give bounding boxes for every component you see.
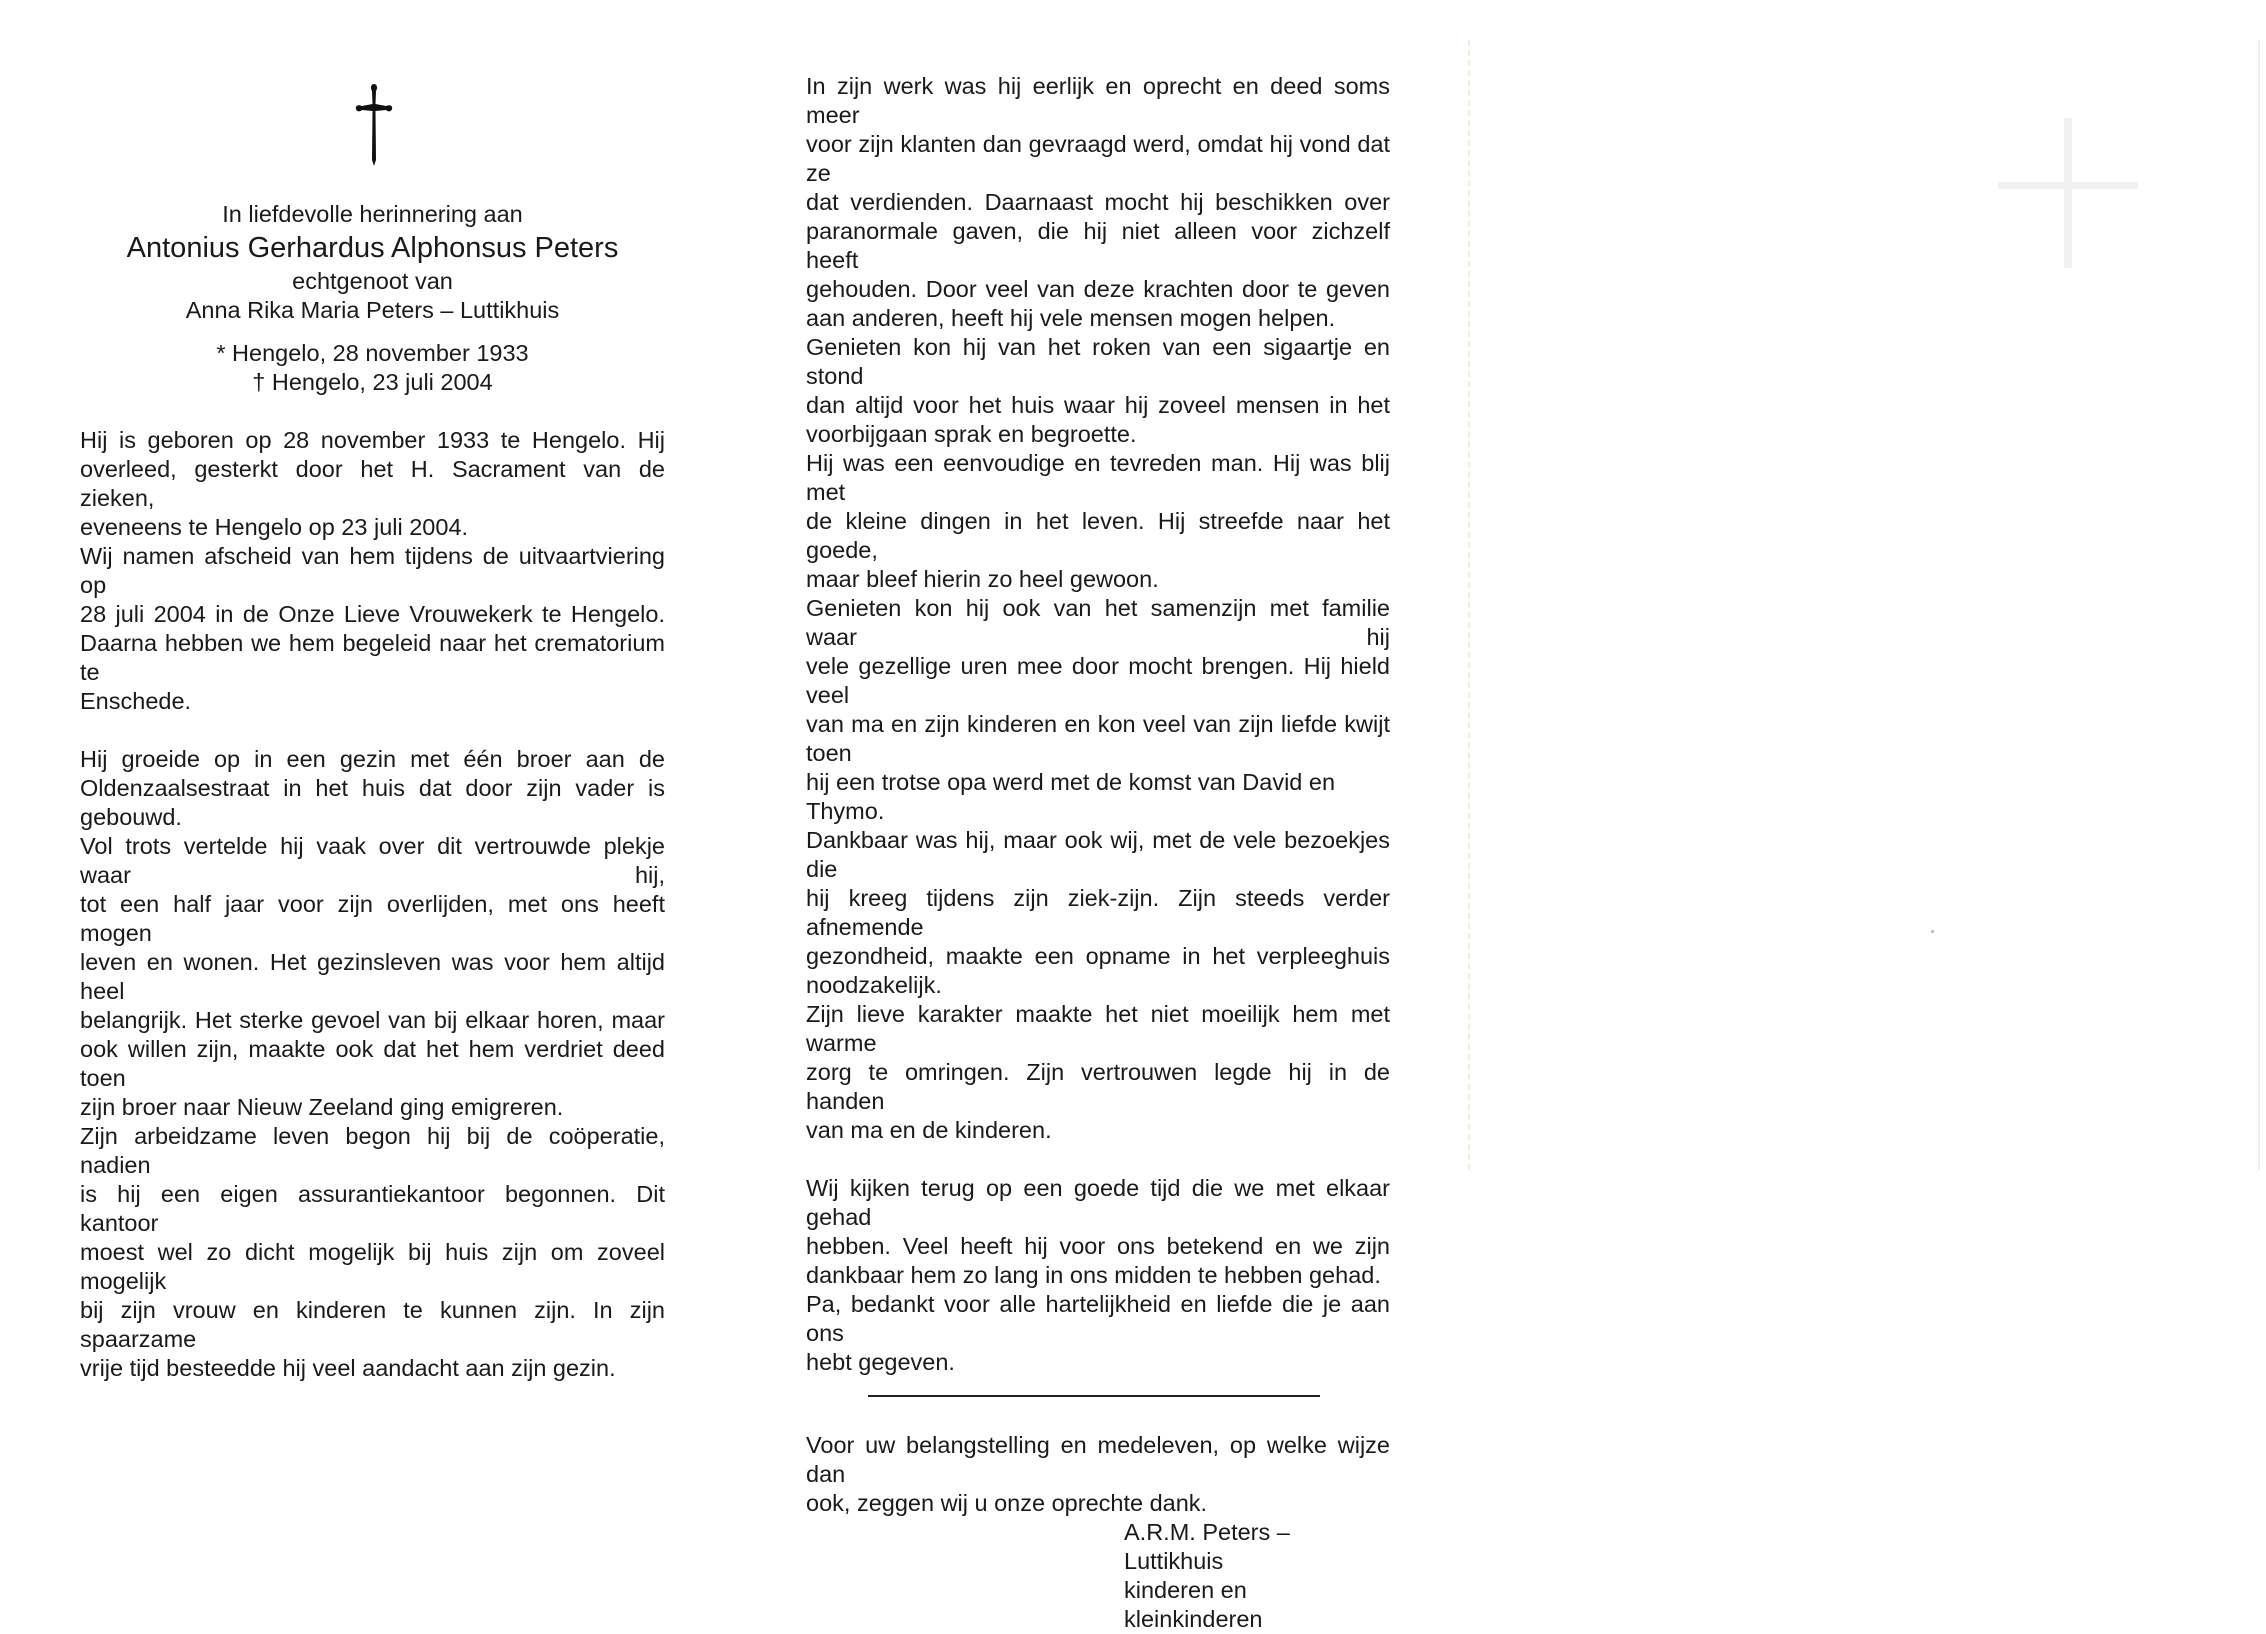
spouse-intro: echtgenoot van	[292, 268, 453, 294]
text-line: Hij was een eenvoudige en tevreden man. Hij was blij met	[806, 450, 1390, 505]
text-line: Zijn lieve karakter maakte het niet moeilijk hem met warme	[806, 1001, 1390, 1056]
paper-speck	[1931, 930, 1934, 933]
fold-edge	[1468, 40, 1470, 1170]
text-line: hij een trotse opa werd met de komst van David en Thymo.	[806, 769, 1336, 824]
text-line: ook willen zijn, maakte ook dat het hem verdriet deed toen	[80, 1036, 665, 1091]
text-line: 28 juli 2004 in de Onze Lieve Vrouwekerk te Hengelo.	[80, 601, 665, 627]
text-line: In zijn werk was hij eerlijk en oprecht en deed soms meer	[806, 73, 1390, 128]
text-line: van ma en zijn kinderen en kon veel van zijn liefde kwijt toen	[806, 711, 1390, 766]
text-line: Hij is geboren op 28 november 1933 te Hengelo. Hij	[80, 427, 665, 453]
text-line: leven en wonen. Het gezinsleven was voor hem altijd heel	[80, 949, 665, 1004]
text-line: eveneens te Hengelo op 23 juli 2004.	[80, 514, 469, 540]
text-line: hebt gegeven.	[806, 1349, 955, 1375]
cross-icon	[352, 80, 396, 166]
text-line: dan altijd voor het huis waar hij zoveel mensen in het	[806, 392, 1390, 418]
text-line: maar bleef hierin zo heel gewoon.	[806, 566, 1159, 592]
thanks-line: ook, zeggen wij u onze oprechte dank.	[806, 1490, 1208, 1516]
text-line: moest wel zo dicht mogelijk bij huis zijn om zoveel mogelijk	[80, 1239, 665, 1294]
text-line: Oldenzaalsestraat in het huis dat door zijn vader is gebouwd.	[80, 775, 665, 830]
text-line: Genieten kon hij ook van het samenzijn met familie waar hij	[806, 595, 1390, 650]
text-line: tot een half jaar voor zijn overlijden, met ons heeft mogen	[80, 891, 665, 946]
page-edge	[2258, 40, 2260, 1170]
text-line: paranormale gaven, die hij niet alleen voor zichzelf heeft	[806, 218, 1390, 273]
text-line: noodzakelijk.	[806, 972, 942, 998]
text-line: Daarna hebben we hem begeleid naar het crematorium te	[80, 630, 665, 685]
text-line: de kleine dingen in het leven. Hij streefde naar het goede,	[806, 508, 1390, 563]
text-line: Dankbaar was hij, maar ook wij, met de vele bezoekjes die	[806, 827, 1390, 882]
text-line: vrije tijd besteedde hij veel aandacht aan zijn gezin.	[80, 1355, 616, 1381]
text-line: voorbijgaan sprak en begroette.	[806, 421, 1137, 447]
text-line: Hij groeide op in een gezin met één broer aan de	[80, 746, 665, 772]
thanks-line: Voor uw belangstelling en medeleven, op welke wijze dan	[806, 1432, 1390, 1487]
separator-rule	[868, 1395, 1320, 1397]
text-line: aan anderen, heeft hij vele mensen mogen helpen.	[806, 305, 1336, 331]
text-line: hij kreeg tijdens zijn ziek-zijn. Zijn steeds verder afnemende	[806, 885, 1390, 940]
text-line: Vol trots vertelde hij vaak over dit vertrouwde plekje waar hij,	[80, 833, 665, 888]
signature-line: A.R.M. Peters – Luttikhuis	[1124, 1519, 1290, 1574]
text-line: zijn broer naar Nieuw Zeeland ging emigreren.	[80, 1094, 564, 1120]
text-line: Genieten kon hij van het roken van een sigaartje en stond	[806, 334, 1390, 389]
deceased-name: Antonius Gerhardus Alphonsus Peters	[126, 232, 619, 264]
memorial-intro: In liefdevolle herinnering aan	[222, 201, 523, 227]
card-back-page	[1468, 0, 2266, 1200]
text-line: Zijn arbeidzame leven begon hij bij de coöperatie, nadien	[80, 1123, 665, 1178]
text-line: vele gezellige uren mee door mocht brengen. Hij hield veel	[806, 653, 1390, 708]
text-line: Wij kijken terug op een goede tijd die we met elkaar gehad	[806, 1175, 1390, 1230]
text-line: dankbaar hem zo lang in ons midden te hebben gehad.	[806, 1262, 1381, 1288]
text-line: Pa, bedankt voor alle hartelijkheid en liefde die je aan ons	[806, 1291, 1390, 1346]
signature-line: kinderen en kleinkinderen	[1124, 1577, 1263, 1632]
text-line: dat verdienden. Daarnaast mocht hij beschikken over	[806, 189, 1390, 215]
right-text-column	[806, 72, 1390, 1634]
birth-line: * Hengelo, 28 november 1933	[216, 340, 529, 366]
text-line: Wij namen afscheid van hem tijdens de uitvaartviering op	[80, 543, 665, 598]
text-line: zorg te omringen. Zijn vertrouwen legde hij in de handen	[806, 1059, 1390, 1114]
text-line: gehouden. Door veel van deze krachten door te geven	[806, 276, 1390, 302]
text-line: belangrijk. Het sterke gevoel van bij elkaar horen, maar	[80, 1007, 665, 1033]
left-text-column	[80, 200, 665, 1383]
death-line: † Hengelo, 23 juli 2004	[252, 369, 493, 395]
text-line: hebben. Veel heeft hij voor ons betekend en we zijn	[806, 1233, 1390, 1259]
spouse-name: Anna Rika Maria Peters – Luttikhuis	[185, 297, 560, 323]
text-line: Enschede.	[80, 688, 192, 714]
faint-cross-icon	[1998, 118, 2138, 268]
text-line: is hij een eigen assurantiekantoor begonnen. Dit kantoor	[80, 1181, 665, 1236]
text-line: voor zijn klanten dan gevraagd werd, omdat hij vond dat ze	[806, 131, 1390, 186]
text-line: van ma en de kinderen.	[806, 1117, 1052, 1143]
text-line: bij zijn vrouw en kinderen te kunnen zijn. In zijn spaarzame	[80, 1297, 665, 1352]
text-line: gezondheid, maakte een opname in het verpleeghuis	[806, 943, 1390, 969]
text-line: overleed, gesterkt door het H. Sacrament van de zieken,	[80, 456, 665, 511]
